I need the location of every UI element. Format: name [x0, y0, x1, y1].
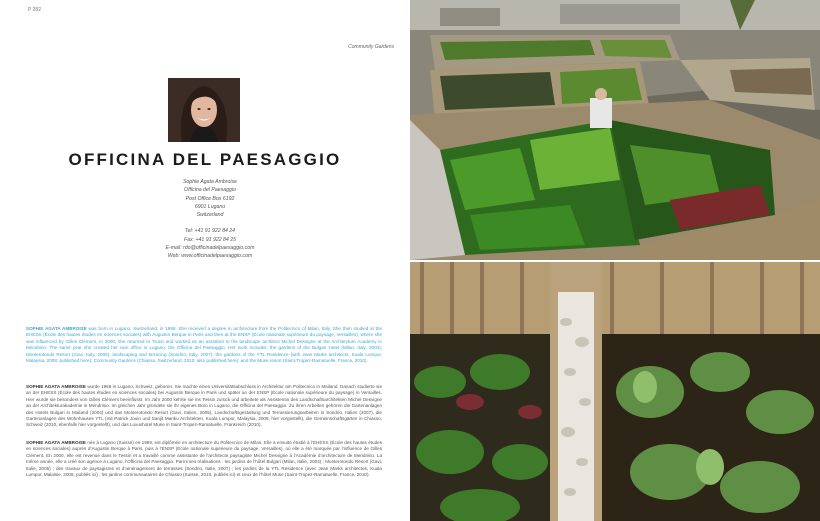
- contact-org: Officina del Paesaggio: [184, 187, 236, 194]
- bio-fr-name: SOPHIE AGATA AMBROISE: [26, 440, 86, 445]
- contact-web[interactable]: Web: www.officinadelpaesaggio.com: [167, 253, 253, 260]
- bio-en-text: was born in Lugano, Switzerland, in 1969. She received a degree in architecture from the Politecnico of Milan, Italy. She then studied at the EHESS (École des hautes études en sciences sociales) with Augustin Berque in Paris and then at the ENSP (École nationale supérieure du paysage, Versailles), where she was influenced by Gilles Clément. In 2000, she returned to Ticino and worked as an assistant to the landscape architect Michel Desvigne at the Architecture Academy in Mendrisio. The same year she created her own office in Lugano, the Officina del Paesaggio. Her work includes: the gardens of the Bulgari Hotel (Milan, Italy, 2004); Monterotondo Resort (Gavi, Italy, 2005); landscaping and terracing (Sondrio, Italy, 2007); the gardens of the YTL Residence (with Jean Marks architects, Kuala Lumpur, Malaysia, 2008; published here); Community Gardens (Chiasso, Switzerland, 2010; also published here); and the Muse resort (Saint-Tropez-Ramatuelle, France, 2010).: [26, 326, 382, 364]
- architect-portrait: [168, 78, 240, 142]
- bio-de-text: wurde 1969 in Lugano, Schweiz, geboren. Sie machte einen Universitätsabschluss in Architektur am Politecnico in Mailand. Danach studierte sie an der EHESS (École des hautes études en sciences sociales) bei Augustin Berque in Paris und später an der ENSP (École nationale supérieure du paysage) in Versailles. Hier wurde sie besonders von Gilles Clément beeinflusst. Im Jahr 2000 kehrte sie ins Tessin zurück und arbeitete als Assistentin des Landschaftsarchitekten Michel Desvigne an der Architekturakademie in Mendrisio. Im gleichen Jahr gründete sie ihr eigenes Büro in Lugano, die Officina del Paesaggio. Zu ihren Arbeiten gehören die Gartenanlagen des Hotels Bulgari in Mailand (2004) und das Monterotondo Resort (Gavi, Italien, 2005), Landschaftsgestaltung und Terrassierungsarbeiten in Sondrio, Italien (2007), die Gartenanlagen des Wohnhauses YTL (mit Patrick Jouin und Sanjit Manku Architekten, Kuala Lumpur, Malaysia, 2008, hier vorgestellt), die Gemeinschaftsgärten in Chiasso, Schweiz (2010, ebenfalls hier vorgestellt), und das Luxushotel Muse in Saint-Tropez-Ramatuelle, Frankreich (2010).: [26, 384, 382, 428]
- contact-block: [150, 178, 270, 261]
- contact-tel: Tel: +41 91 922 84 24: [184, 228, 236, 235]
- bio-french: [26, 440, 382, 478]
- contact-name: Sophie Agata Ambroise: [182, 179, 238, 185]
- contact-fax: Fax: +41 91 922 84 25: [183, 236, 237, 243]
- contact-country: Switzerland: [196, 212, 224, 219]
- bio-english: [26, 326, 382, 364]
- bio-de-name: SOPHIE AGATA AMBROISE: [26, 384, 86, 389]
- garden-detail-photo: [410, 262, 820, 521]
- bio-german: [26, 384, 382, 429]
- contact-email[interactable]: E-mail: rdo@officinadelpaesaggio.com: [165, 245, 255, 252]
- office-title: OFFICINA DEL PAESAGGIO: [68, 150, 342, 169]
- page-number: P 282: [28, 7, 41, 13]
- bio-en-name: SOPHIE AGATA AMBROISE: [26, 326, 87, 331]
- contact-po-box: Post Office Box 6192: [185, 195, 235, 202]
- bio-fr-text: née à Lugano (Suisse) en 1969, est diplômée en architecture du Politecnico de Milan. Elle a ensuite étudié à l’EHESS (École des hautes études en sciences sociales) auprès d’Augustin Berque à Paris, puis à l’ENSP (École nationale supérieure du paysage, Versailles), où elle a été marquée par l’influence de Gilles Clément. En 2000, elle est revenue dans le Tessin et a travaillé comme assistante de l’architecte paysagiste Michel Desvigne à l’Académie d’architecture de Mendrisio. La même année, elle a créé son agence à Lugano, l’Officina del Paesaggio. Parmi ses réalisations : les jardins de l’hôtel Bulgari (Milan, Italie, 2004) ; Monterotondo Resort (Gavi, Italie, 2005) ; des travaux de paysagisme et d’aménagement de terrasses (Sondrio, Italie, 2007) ; les jardins de la YTL Residence (avec Jean Marks architectes, Kuala Lumpur, Malaisie, 2008, publiés ici) ; les jardins communautaires de Chiasso (Suisse, 2010, publiés ici) et ceux de l’hôtel Muse (Saint-Tropez-Ramatuelle, France, 2010).: [26, 440, 382, 478]
- section-label: Community Gardens: [348, 44, 394, 50]
- garden-overview-photo: [410, 0, 820, 260]
- contact-city: 6901 Lugano: [194, 203, 226, 210]
